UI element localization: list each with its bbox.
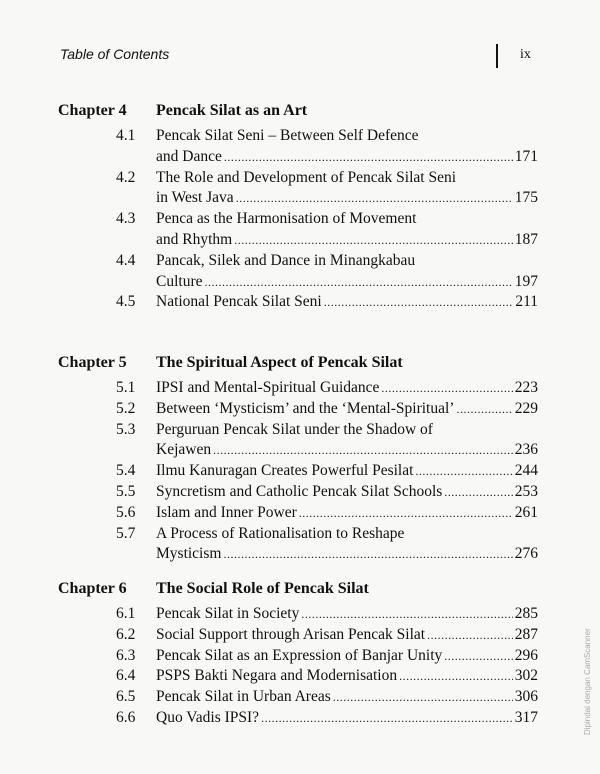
toc-entry[interactable] [58, 292, 538, 313]
section-page-number: 287 [514, 625, 538, 643]
section-number: 5.6 [116, 503, 136, 521]
section-title: National Pencak Silat Seni [156, 293, 322, 311]
page-header [60, 44, 550, 72]
section-title: Pancak, Silek and Dance in Minangkabau [156, 251, 416, 269]
entry-line [58, 251, 538, 272]
entry-leader-line [156, 687, 538, 708]
chapter-title: Pencak Silat as an Art [156, 102, 308, 119]
dot-leader [205, 272, 513, 293]
toc-entry[interactable] [58, 168, 538, 210]
section-page-number: 171 [514, 147, 538, 165]
chapter-heading [58, 354, 538, 378]
entry-leader-line [156, 503, 538, 524]
dot-leader [381, 378, 512, 399]
section-title: Culture [156, 272, 203, 290]
section-number: 5.2 [116, 399, 136, 417]
chapter-label: Chapter 5 [58, 354, 127, 371]
entry-leader-line [156, 399, 538, 420]
section-page-number: 236 [514, 441, 538, 459]
section-page-number: 276 [514, 545, 538, 563]
section-title: Penca as the Harmonisation of Movement [156, 210, 417, 228]
section-number: 5.1 [116, 379, 136, 396]
dot-leader [444, 482, 512, 503]
section-page-number: 187 [514, 230, 538, 248]
entry-line [58, 440, 538, 461]
chapter-heading [58, 580, 538, 604]
entry-line [58, 625, 538, 646]
entry-leader-line [156, 482, 538, 503]
entry-line [58, 272, 538, 293]
section-page-number: 244 [514, 462, 538, 480]
dot-leader [427, 625, 513, 646]
chapter-6 [58, 580, 538, 729]
section-number: 6.6 [116, 708, 136, 726]
entry-line [58, 188, 538, 209]
entry-leader-line [156, 625, 538, 646]
dot-leader [261, 708, 513, 729]
section-title: Mysticism [156, 545, 222, 563]
section-number: 6.4 [116, 667, 136, 685]
section-number: 5.7 [116, 524, 136, 542]
section-title: Quo Vadis IPSI? [156, 708, 260, 726]
section-number: 4.1 [116, 127, 136, 144]
running-title: Table of Contents [60, 46, 170, 62]
section-title: and Rhythm [156, 230, 233, 248]
section-number: 5.4 [116, 462, 136, 480]
dot-leader [415, 461, 512, 482]
dot-leader [324, 292, 514, 313]
section-page-number: 211 [515, 293, 538, 311]
section-title: Pencak Silat in Urban Areas [156, 688, 331, 706]
section-number: 5.3 [116, 420, 136, 438]
section-title: Syncretism and Catholic Pencak Silat Schools [156, 482, 443, 500]
section-page-number: 296 [514, 646, 538, 664]
dot-leader [444, 646, 512, 667]
entry-line [58, 420, 538, 441]
entry-line [58, 399, 538, 420]
toc-entry[interactable] [58, 503, 538, 524]
section-title: Between ‘Mysticism’ and the ‘Mental-Spiritual’ [156, 399, 455, 417]
section-page-number: 306 [514, 688, 538, 706]
dot-leader [333, 687, 513, 708]
page-number: ix [520, 47, 531, 62]
dot-leader [301, 604, 512, 625]
entry-leader-line [156, 708, 538, 729]
section-page-number: 197 [514, 272, 538, 290]
toc-entry[interactable] [58, 687, 538, 708]
section-number: 6.2 [116, 625, 136, 643]
chapter-4 [58, 102, 538, 313]
entry-leader-line [156, 188, 538, 209]
entry-line [58, 230, 538, 251]
section-number: 6.1 [116, 605, 136, 622]
toc-entry[interactable] [58, 708, 538, 729]
header-divider [496, 44, 498, 68]
section-number: 4.2 [116, 168, 136, 186]
toc-entry[interactable] [58, 461, 538, 482]
entry-leader-line [156, 272, 538, 293]
section-title: Islam and Inner Power [156, 503, 297, 521]
section-title: Social Support through Arisan Pencak Silat [156, 625, 426, 643]
section-title: in West Java [156, 189, 234, 207]
section-number: 5.5 [116, 482, 136, 500]
entry-leader-line [156, 378, 538, 399]
toc-entry[interactable] [58, 482, 538, 503]
entry-leader-line [156, 461, 538, 482]
section-title: Perguruan Pencak Silat under the Shadow of [156, 420, 433, 438]
section-title: The Role and Development of Pencak Silat Seni [156, 168, 457, 186]
dot-leader [399, 666, 513, 687]
entry-leader-line [156, 440, 538, 461]
section-title: Ilmu Kanuragan Creates Powerful Pesilat [156, 462, 414, 480]
chapter-label: Chapter 4 [58, 102, 127, 119]
section-title: and Dance [156, 147, 222, 165]
section-title: A Process of Rationalisation to Reshape [156, 524, 405, 542]
entry-leader-line [156, 544, 538, 565]
entry-leader-line [156, 230, 538, 251]
section-number: 6.5 [116, 688, 136, 706]
section-page-number: 302 [514, 667, 538, 685]
section-page-number: 223 [514, 379, 538, 396]
toc-entry[interactable] [58, 646, 538, 667]
entry-line [58, 646, 538, 667]
dot-leader [456, 399, 512, 420]
entry-line [58, 687, 538, 708]
section-title: Pencak Silat in Society [156, 605, 300, 622]
toc-entry[interactable] [58, 378, 538, 399]
entry-line [58, 126, 538, 147]
section-title: Pencak Silat as an Expression of Banjar Unity [156, 646, 443, 664]
section-number: 4.3 [116, 210, 136, 228]
chapter-title: The Spiritual Aspect of Pencak Silat [156, 354, 403, 371]
entry-leader-line [156, 646, 538, 667]
entry-line [58, 544, 538, 565]
entry-line [58, 604, 538, 625]
chapter-title: The Social Role of Pencak Silat [156, 580, 369, 597]
dot-leader [299, 503, 513, 524]
section-title: Kejawen [156, 441, 212, 459]
entry-leader-line [156, 666, 538, 687]
section-page-number: 253 [514, 482, 538, 500]
toc-entry[interactable] [58, 524, 538, 566]
section-number: 6.3 [116, 646, 136, 664]
dot-leader [213, 440, 513, 461]
dot-leader [223, 544, 512, 565]
toc-entry[interactable] [58, 420, 538, 462]
section-page-number: 317 [514, 708, 538, 726]
chapter-label: Chapter 6 [58, 580, 127, 597]
dot-leader [236, 188, 513, 209]
entry-line [58, 708, 538, 729]
entry-line [58, 292, 538, 313]
section-page-number: 229 [514, 399, 538, 417]
section-number: 4.5 [116, 293, 136, 311]
entry-line [58, 482, 538, 503]
dot-leader [234, 230, 513, 251]
dot-leader [224, 147, 513, 168]
section-number: 4.4 [116, 251, 136, 269]
toc-entry[interactable] [58, 399, 538, 420]
chapter-heading [58, 102, 538, 126]
entry-line [58, 666, 538, 687]
toc-entry[interactable] [58, 126, 538, 168]
toc-entry[interactable] [58, 209, 538, 251]
entry-line [58, 209, 538, 230]
section-title: PSPS Bakti Negara and Modernisation [156, 667, 398, 685]
entry-line [58, 461, 538, 482]
section-page-number: 175 [514, 189, 538, 207]
entry-line [58, 147, 538, 168]
toc-entry[interactable] [58, 251, 538, 293]
section-page-number: 261 [514, 503, 538, 521]
section-title: IPSI and Mental-Spiritual Guidance [156, 379, 380, 396]
entry-leader-line [156, 292, 538, 313]
entry-line [58, 168, 538, 189]
entry-leader-line [156, 604, 538, 625]
toc-entry[interactable] [58, 604, 538, 625]
entry-leader-line [156, 147, 538, 168]
section-title: Pencak Silat Seni – Between Self Defence [156, 127, 419, 144]
entry-line [58, 524, 538, 545]
entry-line [58, 378, 538, 399]
entry-line [58, 503, 538, 524]
chapter-5 [58, 354, 538, 565]
toc-entry[interactable] [58, 625, 538, 646]
toc-entry[interactable] [58, 666, 538, 687]
section-page-number: 285 [514, 605, 538, 622]
scanner-watermark: Dipindai dengan CamScanner [583, 628, 592, 735]
